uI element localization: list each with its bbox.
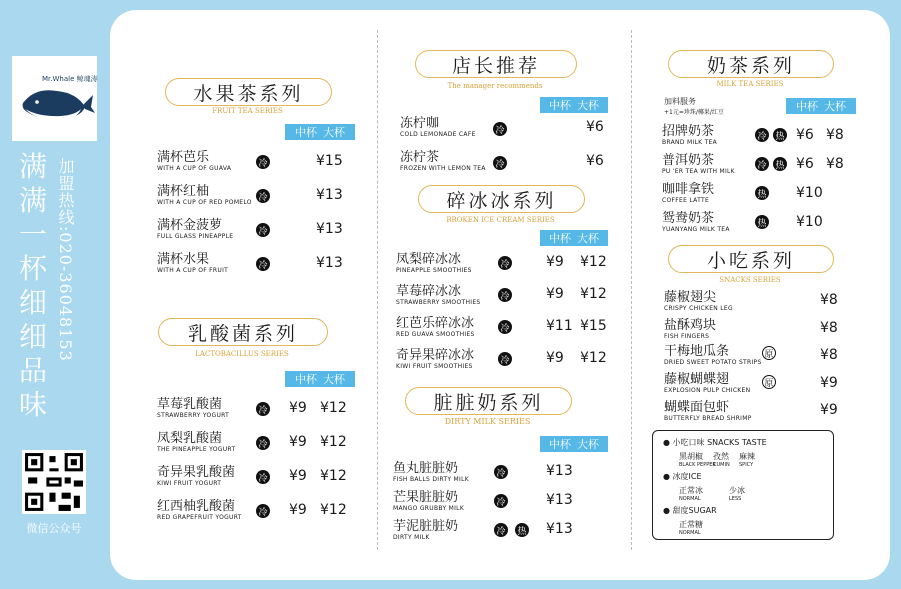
menu-item[interactable]: 盐酥鸡块 FISH FINGERS — [664, 318, 717, 340]
price-mid: ¥9 — [546, 286, 564, 302]
cold-tag: 冷 — [755, 128, 769, 142]
menu-item[interactable]: 普洱奶茶 PU 'ER TEA WITH MILK — [662, 153, 735, 175]
section-subtitle: BROKEN ICE CREAM SERIES — [446, 216, 555, 224]
menu-item[interactable]: 咖啡拿铁 COFFEE LATTE — [662, 182, 715, 204]
slogan: 满 满 一 杯 细 细 品 味 — [18, 150, 47, 421]
menu-item[interactable]: 冻柠咖 COLD LEMONADE CAFE — [400, 116, 476, 138]
taste-option[interactable]: 黑胡椒 BLACK PEPPER — [679, 452, 716, 468]
price-mid: ¥9 — [546, 350, 564, 366]
cold-tag: 冷 — [256, 402, 270, 416]
price-large: ¥12 — [580, 254, 607, 270]
section-title-manager: 店长推荐 — [415, 50, 577, 78]
franchise-hotline: 加盟热线:020-36048153 — [56, 158, 75, 362]
price-mid: ¥11 — [546, 318, 573, 334]
price-large: ¥15 — [580, 318, 607, 334]
price-large: ¥8 — [826, 156, 844, 172]
ice-heading: ● 冰度ICE — [663, 472, 702, 481]
price: ¥13 — [316, 255, 343, 271]
price-mid: ¥6 — [796, 156, 814, 172]
price-large: ¥12 — [320, 468, 347, 484]
cold-tag: 冷 — [498, 256, 512, 270]
menu-item[interactable]: 招牌奶茶 BRAND MILK TEA — [662, 124, 718, 146]
cold-tag: 冷 — [498, 352, 512, 366]
price: ¥8 — [820, 320, 838, 336]
menu-item[interactable]: 干梅地瓜条 DRIED SWEET POTATO STRIPS — [664, 344, 762, 366]
menu-item[interactable]: 蝴蝶面包虾 BUTTERFLY BREAD SHRIMP — [664, 400, 752, 422]
section-subtitle: The manager recommends — [447, 82, 543, 90]
price-large: ¥12 — [320, 400, 347, 416]
cold-tag: 冷 — [493, 122, 507, 136]
section-subtitle: SNACKS SERIES — [719, 276, 781, 284]
section-title-dirty-milk: 脏脏奶系列 — [405, 387, 572, 415]
price: ¥13 — [546, 521, 573, 537]
price: ¥9 — [820, 402, 838, 418]
price: ¥8 — [820, 347, 838, 363]
hot-tag: 热 — [515, 523, 529, 537]
section-title-snacks: 小吃系列 — [668, 245, 834, 273]
price: ¥13 — [546, 492, 573, 508]
price: ¥10 — [796, 214, 823, 230]
menu-item[interactable]: 鱼丸脏脏奶 FISH BALLS DIRTY MILK — [393, 461, 469, 483]
cold-tag: 冷 — [256, 436, 270, 450]
section-title-fruit-tea: 水果茶系列 — [165, 78, 332, 106]
qr-code[interactable] — [22, 450, 86, 514]
cold-tag: 冷 — [494, 494, 508, 508]
menu-item[interactable]: 奇异果乳酸菌 KIWI FRUIT YOGURT — [157, 465, 236, 487]
menu-item[interactable]: 满杯水果 WITH A CUP OF FRUIT — [157, 252, 229, 274]
hot-tag: 热 — [773, 157, 787, 171]
price: ¥9 — [820, 375, 838, 391]
section-subtitle: DIRTY MILK SERIES — [444, 417, 531, 426]
menu-item[interactable]: 凤梨碎冰冰 PINEAPPLE SMOOTHIES — [396, 252, 472, 274]
size-header: 中杯 大杯 — [285, 124, 355, 140]
hot-tag: 热 — [755, 186, 769, 200]
cold-tag: 冷 — [256, 470, 270, 484]
price-mid: ¥9 — [289, 434, 307, 450]
section-subtitle: MILK TEA SERIES — [716, 80, 784, 88]
taste-option[interactable]: 孜然 CUMIN — [713, 452, 730, 468]
menu-item[interactable]: 凤梨乳酸菌 THE PINEAPPLE YOGURT — [157, 431, 236, 453]
cold-tag: 冷 — [493, 156, 507, 170]
menu-item[interactable]: 奇异果碎冰冰 KIWI FRUIT SMOOTHIES — [396, 348, 475, 370]
price-large: ¥12 — [320, 502, 347, 518]
price: ¥13 — [546, 463, 573, 479]
hot-tag: 热 — [773, 128, 787, 142]
cold-tag: 冷 — [256, 155, 270, 169]
original-tag: 原 — [762, 375, 776, 389]
menu-item[interactable]: 藤椒翅尖 CRISPY CHICKEN LEG — [664, 290, 733, 312]
menu-item[interactable]: 红西柚乳酸菌 RED GRAPEFRUIT YOGURT — [157, 499, 242, 521]
brand-logo — [12, 56, 97, 141]
price-mid: ¥6 — [796, 127, 814, 143]
menu-item[interactable]: 藤椒蝴蝶翅 EXPLOSION PULP CHICKEN — [664, 372, 751, 394]
section-title-broken-ice: 碎冰冰系列 — [418, 185, 585, 213]
cold-tag: 冷 — [498, 320, 512, 334]
price-large: ¥12 — [580, 286, 607, 302]
section-subtitle: LACTOBACILLUS SERIES — [195, 350, 289, 358]
qr-label: 微信公众号 — [26, 522, 82, 535]
qr-code-icon — [22, 450, 86, 514]
menu-item[interactable]: 冻柠茶 FROZEN WITH LEMON TEA — [400, 150, 486, 172]
menu-item[interactable]: 红芭乐碎冰冰 RED GUAVA SMOOTHIES — [396, 316, 475, 338]
price-mid: ¥9 — [289, 400, 307, 416]
menu-item[interactable]: 芒果脏脏奶 MANGO GRUBBY MILK — [393, 490, 465, 512]
price: ¥13 — [316, 221, 343, 237]
menu-item[interactable]: 芋泥脏脏奶 DIRTY MILK — [393, 519, 459, 541]
section-title-lactobacillus: 乳酸菌系列 — [158, 318, 328, 346]
cold-tag: 冷 — [494, 523, 508, 537]
cold-tag: 冷 — [256, 223, 270, 237]
menu-item[interactable]: 鸳鸯奶茶 YUANYANG MILK TEA — [662, 211, 730, 233]
price: ¥10 — [796, 185, 823, 201]
cold-tag: 冷 — [256, 257, 270, 271]
logo-text: Mr.Whale 鲸魂涛 — [42, 75, 98, 83]
add-ons-label: 加料服务 — [664, 97, 696, 106]
size-header: 中杯 大杯 — [786, 98, 856, 114]
size-header: 中杯 大杯 — [540, 97, 608, 113]
size-header: 中杯 大杯 — [540, 230, 608, 246]
price: ¥6 — [586, 153, 604, 169]
cold-tag: 冷 — [494, 465, 508, 479]
taste-option[interactable]: 麻辣 SPICY — [739, 452, 755, 468]
original-tag: 原 — [762, 346, 776, 360]
price: ¥6 — [586, 119, 604, 135]
sugar-option[interactable]: 正常糖 NORMAL — [679, 520, 703, 536]
menu-item[interactable]: 满杯金菠萝 FULL GLASS PINEAPPLE — [157, 218, 234, 240]
price: ¥8 — [820, 292, 838, 308]
cold-tag: 冷 — [256, 189, 270, 203]
price-mid: ¥9 — [289, 468, 307, 484]
price-large: ¥8 — [826, 127, 844, 143]
snack-taste-heading: ● 小吃口味 SNACKS TASTE — [663, 438, 767, 447]
section-subtitle: FRUIT TEA SERIES — [212, 107, 283, 115]
menu-item[interactable]: 草莓碎冰冰 STRAWBERRY SMOOTHIES — [396, 284, 481, 306]
ice-option[interactable]: 少冰 LESS — [729, 486, 745, 502]
hot-tag: 热 — [755, 215, 769, 229]
price-mid: ¥9 — [546, 254, 564, 270]
size-header: 中杯 大杯 — [285, 371, 355, 387]
cold-tag: 冷 — [755, 157, 769, 171]
ice-option[interactable]: 正常冰 NORMAL — [679, 486, 703, 502]
menu-item[interactable]: 草莓乳酸菌 STRAWBERRY YOGURT — [157, 397, 230, 419]
price: ¥13 — [316, 187, 343, 203]
price-large: ¥12 — [320, 434, 347, 450]
add-ons-detail: +1元=珍珠/椰果/红豆 — [664, 109, 724, 116]
sugar-heading: ● 甜度SUGAR — [663, 506, 717, 515]
menu-item[interactable]: 满杯红柚 WITH A CUP OF RED POMELO — [157, 184, 252, 206]
price-large: ¥12 — [580, 350, 607, 366]
price: ¥15 — [316, 153, 343, 169]
cold-tag: 冷 — [256, 504, 270, 518]
section-title-milk-tea: 奶茶系列 — [668, 50, 834, 78]
menu-item[interactable]: 满杯芭乐 WITH A CUP OF GUAVA — [157, 150, 232, 172]
customization-box — [652, 430, 834, 540]
price-mid: ¥9 — [289, 502, 307, 518]
cold-tag: 冷 — [498, 288, 512, 302]
column-divider — [631, 30, 632, 550]
column-divider — [377, 30, 378, 550]
size-header: 中杯 大杯 — [540, 436, 608, 452]
